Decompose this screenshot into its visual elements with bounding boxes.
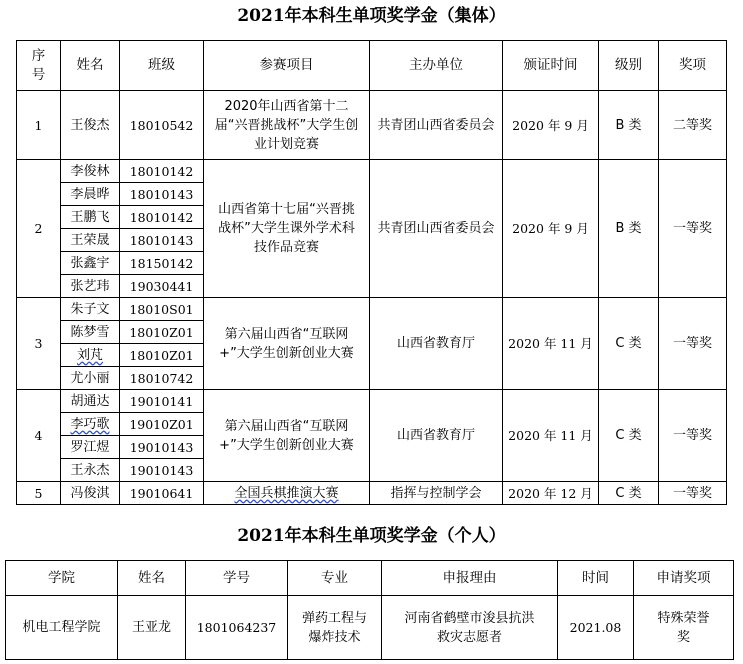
group-index: 3 <box>17 298 61 390</box>
group-project: 第六届山西省“互联网+”大学生创新创业大赛 <box>204 298 370 390</box>
group-date: 2020 年 11 月 <box>503 298 599 390</box>
member-class: 19010141 <box>120 390 204 413</box>
table-row <box>6 596 734 660</box>
member-name: 张艺玮 <box>61 275 120 298</box>
member-name: 陈梦雪 <box>61 321 120 344</box>
header-class: 班级 <box>120 41 204 91</box>
individual-title: 2021年本科生单项奖学金（个人） <box>237 526 506 546</box>
member-name: 王鹏飞 <box>61 206 120 229</box>
table-row <box>17 482 727 505</box>
group-index: 1 <box>17 91 61 160</box>
header-reason: 申报理由 <box>382 561 558 596</box>
group-project: 第六届山西省“互联网+”大学生创新创业大赛 <box>204 390 370 482</box>
group-project: 山西省第十七届“兴晋挑战杯”大学生课外学术科技作品竞赛 <box>204 160 370 298</box>
member-class: 18010Z01 <box>120 344 204 367</box>
member-class: 19010143 <box>120 436 204 459</box>
header-level: 级别 <box>599 41 659 91</box>
member-name: 李晨晔 <box>61 183 120 206</box>
group-organizer: 共青团山西省委员会 <box>370 91 503 160</box>
header-student-id: 学号 <box>186 561 288 596</box>
member-class: 18010143 <box>120 183 204 206</box>
group-project <box>204 482 370 505</box>
header-name: 姓名 <box>61 41 120 91</box>
group-level: C 类 <box>599 482 659 505</box>
group-level: B 类 <box>599 160 659 298</box>
member-class: 19030441 <box>120 275 204 298</box>
header-row <box>6 561 734 596</box>
college-cell: 机电工程学院 <box>6 596 118 660</box>
header-major: 专业 <box>288 561 382 596</box>
header-name: 姓名 <box>118 561 186 596</box>
group-index: 4 <box>17 390 61 482</box>
member-name: 王永杰 <box>61 459 120 482</box>
member-name: 李俊林 <box>61 160 120 183</box>
member-name <box>61 413 120 436</box>
member-name: 罗江煜 <box>61 436 120 459</box>
award-cell: 特殊荣誉奖 <box>634 596 734 660</box>
member-name: 王荣晟 <box>61 229 120 252</box>
member-name: 王俊杰 <box>61 91 120 160</box>
group-index: 2 <box>17 160 61 298</box>
table-row <box>17 91 727 160</box>
table-row <box>17 298 727 321</box>
group-project-text: 全国兵棋推演大赛 <box>234 485 339 501</box>
member-name <box>61 344 120 367</box>
group-award: 一等奖 <box>659 482 727 505</box>
group-level: C 类 <box>599 390 659 482</box>
time-cell: 2021.08 <box>558 596 634 660</box>
student-id-cell: 1801064237 <box>186 596 288 660</box>
member-name: 张鑫宇 <box>61 252 120 275</box>
group-date: 2020 年 12 月 <box>503 482 599 505</box>
group-award: 一等奖 <box>659 298 727 390</box>
member-class: 19010Z01 <box>120 413 204 436</box>
member-name-text: 刘芃 <box>76 347 103 363</box>
reason-cell: 河南省鹤壁市浚县抗洪救灾志愿者 <box>382 596 558 660</box>
member-class: 18010542 <box>120 91 204 160</box>
header-date: 颁证时间 <box>503 41 599 91</box>
name-cell: 王亚龙 <box>118 596 186 660</box>
group-title: 2021年本科生单项奖学金（集体） <box>237 6 506 26</box>
group-level: B 类 <box>599 91 659 160</box>
member-class: 18010742 <box>120 367 204 390</box>
header-college: 学院 <box>6 561 118 596</box>
group-organizer: 山西省教育厅 <box>370 298 503 390</box>
member-class: 18010S01 <box>120 298 204 321</box>
header-award: 申请奖项 <box>634 561 734 596</box>
member-name: 冯俊淇 <box>61 482 120 505</box>
major-cell: 弹药工程与爆炸技术 <box>288 596 382 660</box>
group-index: 5 <box>17 482 61 505</box>
header-organizer: 主办单位 <box>370 41 503 91</box>
member-class: 18010142 <box>120 206 204 229</box>
individual-scholarship-table <box>5 560 734 660</box>
table-row <box>17 390 727 413</box>
member-name-text: 李巧歌 <box>70 416 110 432</box>
group-organizer: 山西省教育厅 <box>370 390 503 482</box>
group-award: 二等奖 <box>659 91 727 160</box>
member-class: 18010143 <box>120 229 204 252</box>
group-project: 2020年山西省第十二届“兴晋挑战杯”大学生创业计划竞赛 <box>204 91 370 160</box>
group-organizer: 共青团山西省委员会 <box>370 160 503 298</box>
member-class: 19010641 <box>120 482 204 505</box>
group-award: 一等奖 <box>659 160 727 298</box>
group-scholarship-table <box>16 40 727 505</box>
header-award: 奖项 <box>659 41 727 91</box>
group-date: 2020 年 9 月 <box>503 91 599 160</box>
group-level: C 类 <box>599 298 659 390</box>
table-row <box>17 160 727 183</box>
member-name: 胡通达 <box>61 390 120 413</box>
header-index: 序号 <box>17 41 61 91</box>
member-name: 尤小丽 <box>61 367 120 390</box>
group-date: 2020 年 9 月 <box>503 160 599 298</box>
member-class: 18010Z01 <box>120 321 204 344</box>
header-row <box>17 41 727 91</box>
header-project: 参赛项目 <box>204 41 370 91</box>
member-class: 19010143 <box>120 459 204 482</box>
group-award: 一等奖 <box>659 390 727 482</box>
group-date: 2020 年 11 月 <box>503 390 599 482</box>
header-time: 时间 <box>558 561 634 596</box>
member-name: 朱子文 <box>61 298 120 321</box>
member-class: 18010142 <box>120 160 204 183</box>
group-organizer: 指挥与控制学会 <box>370 482 503 505</box>
member-class: 18150142 <box>120 252 204 275</box>
